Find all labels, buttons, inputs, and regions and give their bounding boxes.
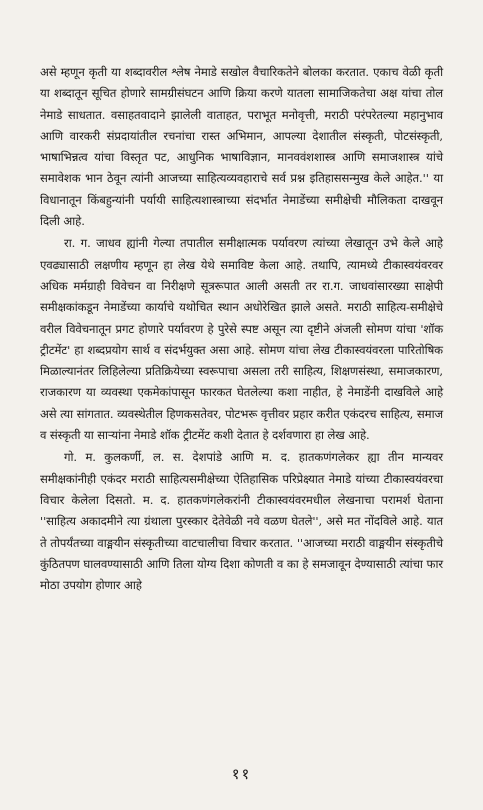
- paragraph-continued: असे म्हणून कृती या शब्दावरील श्लेष नेमाडे सखोल वैचारिकतेने बोलका करतात. एकाच वेळी कृती या शब्दातून सूचित होणारे सामग्रीसंघटन आणि क्रिया करणे यातला सामाजिकतेचा अक्ष यांचा तोल नेमाडे साधतात. वसाहतवादाने झालेली वाताहत, पराभूत मनोवृत्ती, मराठी परंपरेतल्या महानुभाव आणि वारकरी संप्रदायांतील रचनांचा रास्त अभिमान, आपल्या देशातील संस्कृती, पोटसंस्कृती, भाषाभिन्नत्व यांचा विस्तृत पट, आधुनिक भाषाविज्ञान, मानववंशशास्त्र आणि समाजशास्त्र यांचे समावेशक भान ठेवून त्यांनी आजच्या साहित्यव्यवहाराचे सर्व प्रश्न इतिहाससन्मुख केले आहेत.'' या विधानातून किंबहुन्यांनी पर्यायी साहित्यशास्त्राच्या संदर्भात नेमाडेंच्या समीक्षेची मौलिकता दाखवून दिली आहे.: [40, 65, 443, 229]
- paragraph-jadhav: रा. ग. जाधव ह्यांनी गेल्या तपातील समीक्षात्मक पर्यावरण त्यांच्या लेखातून उभे केले आहे एवढ्यासाठी लक्षणीय म्हणून हा लेख येथे समाविष्ट केला आहे. तथापि, त्यामध्ये टीकास्वयंवरवर अधिक मर्मग्राही विवेचन वा निरीक्षणे सूत्ररूपात आली असती तर रा.ग. जाधवांसारख्या साक्षेपी समीक्षकांकडून नेमाडेंच्या कार्याचे यथोचित स्थान अधोरेखित झाले असते. मराठी साहित्य-समीक्षेचे वरील विवेचनातून प्रगट होणारे पर्यावरण हे पुरेसे स्पष्ट असून त्या दृष्टीने अंजली सोमण यांचा 'शॉक ट्रीटमेंट' हा शब्दप्रयोग सार्थ व संदर्भयुक्त असा आहे. सोमण यांचा लेख टीकास्वयंवरला पारितोषिक मिळाल्यानंतर लिहिलेल्या प्रतिक्रियेच्या स्वरूपाचा असला तरी साहित्य, शिक्षणसंस्था, समाजकारण, राजकारण या व्यवस्था एकमेकांपासून फारकत घेतलेल्या कशा नाहीत, हे नेमाडेंनी दाखविले आहे असे त्या सांगतात. व्यवस्थेतील हिणकसतेवर, पोटभरू वृत्तीवर प्रहार करीत एकंदरच साहित्य, समाज व संस्कृती या साऱ्यांना नेमाडे शॉक ट्रीटमेंट कशी देतात हे दर्शवणारा हा लेख आहे.: [40, 236, 443, 443]
- page-number: ११: [231, 765, 252, 783]
- paragraph-critics: गो. म. कुलकर्णी, ल. स. देशपांडे आणि म. द. हातकणंगलेकर ह्या तीन मान्यवर समीक्षकांनीही एकंदर मराठी साहित्यसमीक्षेच्या ऐतिहासिक परिप्रेक्ष्यात नेमाडे यांच्या टीकास्वयंवरचा विचार केलेला दिसतो. म. द. हातकणंगलेकरांनी टीकास्वयंवरमधील लेखनाचा परामर्श घेताना ''साहित्य अकादमीने त्या ग्रंथाला पुरस्कार देतेवेळी नवे वळण घेतले'', असे मत नोंदविले आहे. यात ते तोपर्यंतच्या वाङ्मयीन संस्कृतीच्या वाटचालीचा विचार करतात. ''आजच्या मराठी वाङ्मयीन संस्कृतीचे कुंठितपण घालवण्यासाठी आणि तिला योग्य दिशा कोणती व का हे समजावून देण्यासाठी त्यांचा फार मोठा उपयोग होणार आहे: [40, 450, 443, 593]
